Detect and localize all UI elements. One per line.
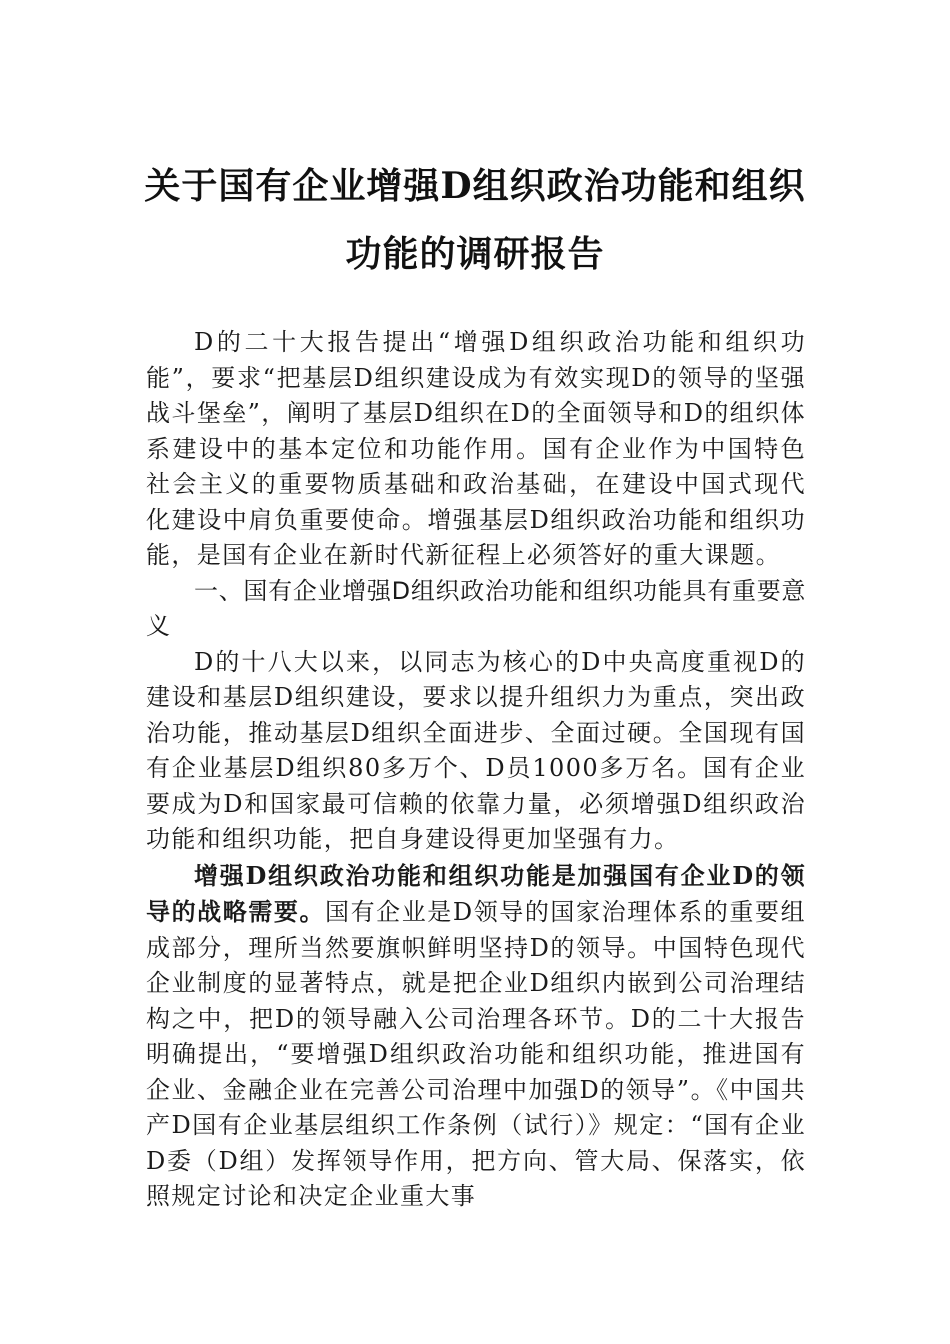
document-title-line-1: 关于国有企业增强D组织政治功能和组织 bbox=[144, 165, 806, 207]
paragraph-lead-sentence: 增强D组织政治功能和组织功能是加强国有企业D的领导的战略需要。 bbox=[146, 860, 806, 926]
paragraph-body-text: 国有企业是D领导的国家治理体系的重要组成部分，理所当然要旗帜鲜明坚持D的领导。中国特色现代企业制度的显著特点，就是把企业D组织内嵌到公司治理结构之中，把D的领导融入公司治理各环节。D的二十大报告明确提出，“要增强D组织政治功能和组织功能，推进国有企业、金融企业在完善公司治理中加强D的领导”。《中国共产D国有企业基层组织工作条例（试行）》规定：“国有企业D委（D组）发挥领导作用，把方向、管大局、保落实，依照规定讨论和决定企业重大事 bbox=[146, 898, 806, 1210]
intro-paragraph: D的二十大报告提出“增强D组织政治功能和组织功能”，要求“把基层D组织建设成为有效实现D的领导的坚强战斗堡垒”，阐明了基层D组织在D的全面领导和D的组织体系建设中的基本定位和功能作用。国有企业作为中国特色社会主义的重要物质基础和政治基础，在建设中国式现代化建设中肩负重要使命。增强基层D组织政治功能和组织功能，是国有企业在新时代新征程上必须答好的重大课题。 bbox=[146, 328, 806, 569]
document-body bbox=[146, 325, 806, 1215]
body-paragraph-2: D的十八大以来，以同志为核心的D中央高度重视D的建设和基层D组织建设，要求以提升组织力为重点，突出政治功能，推动基层D组织全面进步、全面过硬。全国现有国有企业基层D组织80多万个、D员1000多万名。国有企业要成为D和国家最可信赖的依靠力量，必须增强D组织政治功能和组织功能，把自身建设得更加坚强有力。 bbox=[146, 647, 806, 853]
section-heading-1: 一、国有企业增强D组织政治功能和组织功能具有重要意义 bbox=[146, 576, 806, 640]
document-title-line-2: 功能的调研报告 bbox=[345, 233, 605, 275]
body-paragraph-3 bbox=[146, 858, 806, 1215]
